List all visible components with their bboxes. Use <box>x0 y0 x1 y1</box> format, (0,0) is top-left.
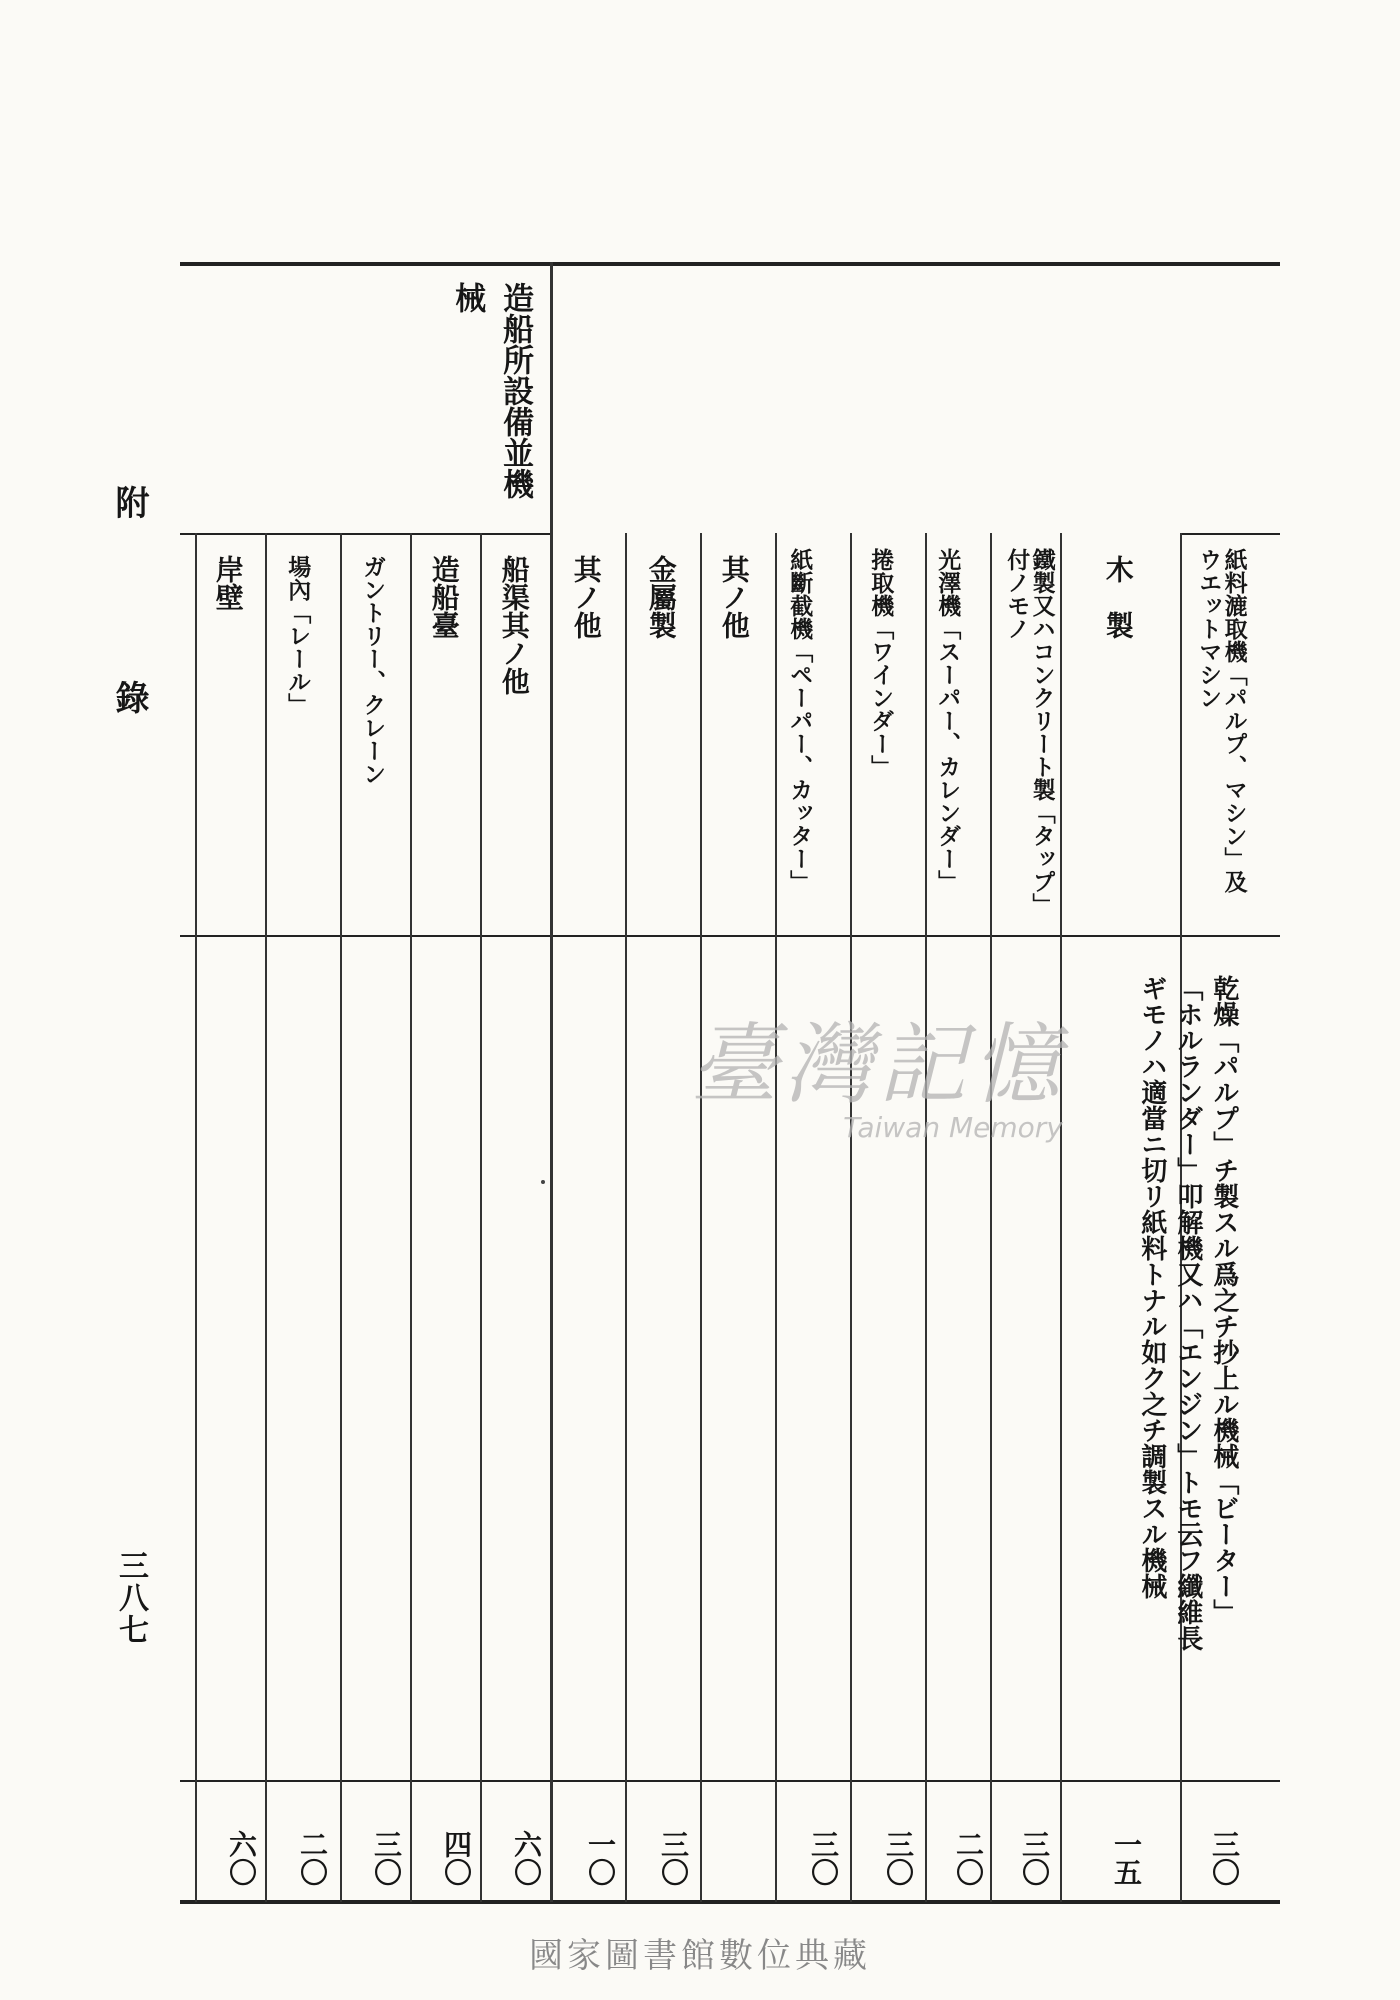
section-split-rule <box>550 262 553 1902</box>
item-wooden: 木 製 <box>1101 555 1135 639</box>
amount-metal: 三〇 <box>657 1830 690 1886</box>
page-number: 三八七 <box>113 1550 148 1646</box>
item-paper-cutter: 紙斷截機「ペーパー、カッター」 <box>786 548 814 893</box>
section-label-fu: 附 <box>109 485 149 519</box>
item-gantry-crane: ガントリー、クレーン <box>359 555 387 785</box>
section-header-line2: 械 <box>449 282 486 313</box>
column-rule <box>195 533 197 1902</box>
table-bottom-border <box>180 1900 1280 1904</box>
table-top-border <box>180 262 1280 266</box>
amount-gantry-crane: 三〇 <box>370 1830 403 1886</box>
item-yard-rail: 場內「レール」 <box>284 555 312 716</box>
section-label-roku: 錄 <box>109 680 149 714</box>
amount-quay: 六〇 <box>225 1830 258 1886</box>
item-winder: 捲取機「ワインダー」 <box>867 548 895 778</box>
column-rule <box>480 533 482 1902</box>
item-amount-divider-lower <box>180 1780 1280 1782</box>
column-rule <box>775 533 777 1902</box>
column-rule <box>850 533 852 1902</box>
amount-yard-rail: 二〇 <box>296 1830 329 1886</box>
section-header-divider <box>180 533 550 535</box>
watermark <box>690 995 1066 1144</box>
column-rule <box>1060 533 1062 1902</box>
amount-shipway: 四〇 <box>440 1830 473 1886</box>
footer-source: 國家圖書館數位典藏 <box>529 1936 871 1976</box>
right-header-divider <box>1180 533 1280 535</box>
item-other-2: 其ノ他 <box>569 555 603 639</box>
amount-pulp-machine: 三〇 <box>1208 1830 1241 1886</box>
amount-wooden: 一五 <box>1110 1830 1143 1886</box>
amount-other-2: 一〇 <box>584 1830 617 1886</box>
description-line2: 「ホルランダー」叩解機又ハ「エンジン」トモ云フ纖維長 <box>1172 975 1203 1651</box>
amount-winder: 三〇 <box>882 1830 915 1886</box>
item-pulp-machine: 紙料漉取機「パルプ、マシン」及ウエットマシン <box>1195 548 1248 893</box>
item-other-1: 其ノ他 <box>717 555 751 639</box>
column-rule <box>925 533 927 1902</box>
column-rule <box>265 533 267 1902</box>
column-rule <box>340 533 342 1902</box>
item-super-calender: 光澤機「スーパー、カレンダー」 <box>934 548 962 893</box>
amount-super-calender: 二〇 <box>952 1830 985 1886</box>
column-rule <box>700 533 702 1902</box>
item-metal: 金屬製 <box>644 555 678 639</box>
amount-dock: 六〇 <box>510 1830 543 1886</box>
amount-iron-tap: 三〇 <box>1018 1830 1051 1886</box>
item-shipway: 造船臺 <box>427 555 461 639</box>
section-header-line1: 造船所設備並機 <box>497 282 534 499</box>
column-rule <box>410 533 412 1902</box>
column-rule <box>990 533 992 1902</box>
item-iron-tap: 鐵製又ハコンクリート製「タップ」付ノモノ <box>1003 548 1056 905</box>
item-amount-divider-upper <box>180 935 1280 937</box>
item-quay: 岸壁 <box>211 555 245 611</box>
watermark-en: Taiwan Memory <box>843 1111 1063 1144</box>
watermark-cjk: 臺灣記憶 <box>690 1013 1067 1116</box>
amount-paper-cutter: 三〇 <box>807 1830 840 1886</box>
ink-speck <box>541 1180 545 1184</box>
description-line3: ギモノハ適當ニ切リ紙料トナル如ク之チ調製スル機械 <box>1136 975 1167 1599</box>
item-dock: 船渠其ノ他 <box>497 555 531 695</box>
column-rule <box>625 533 627 1902</box>
description-line1: 乾燥「パルプ」チ製スル爲之チ抄上ル機械「ビーター」 <box>1208 975 1239 1625</box>
